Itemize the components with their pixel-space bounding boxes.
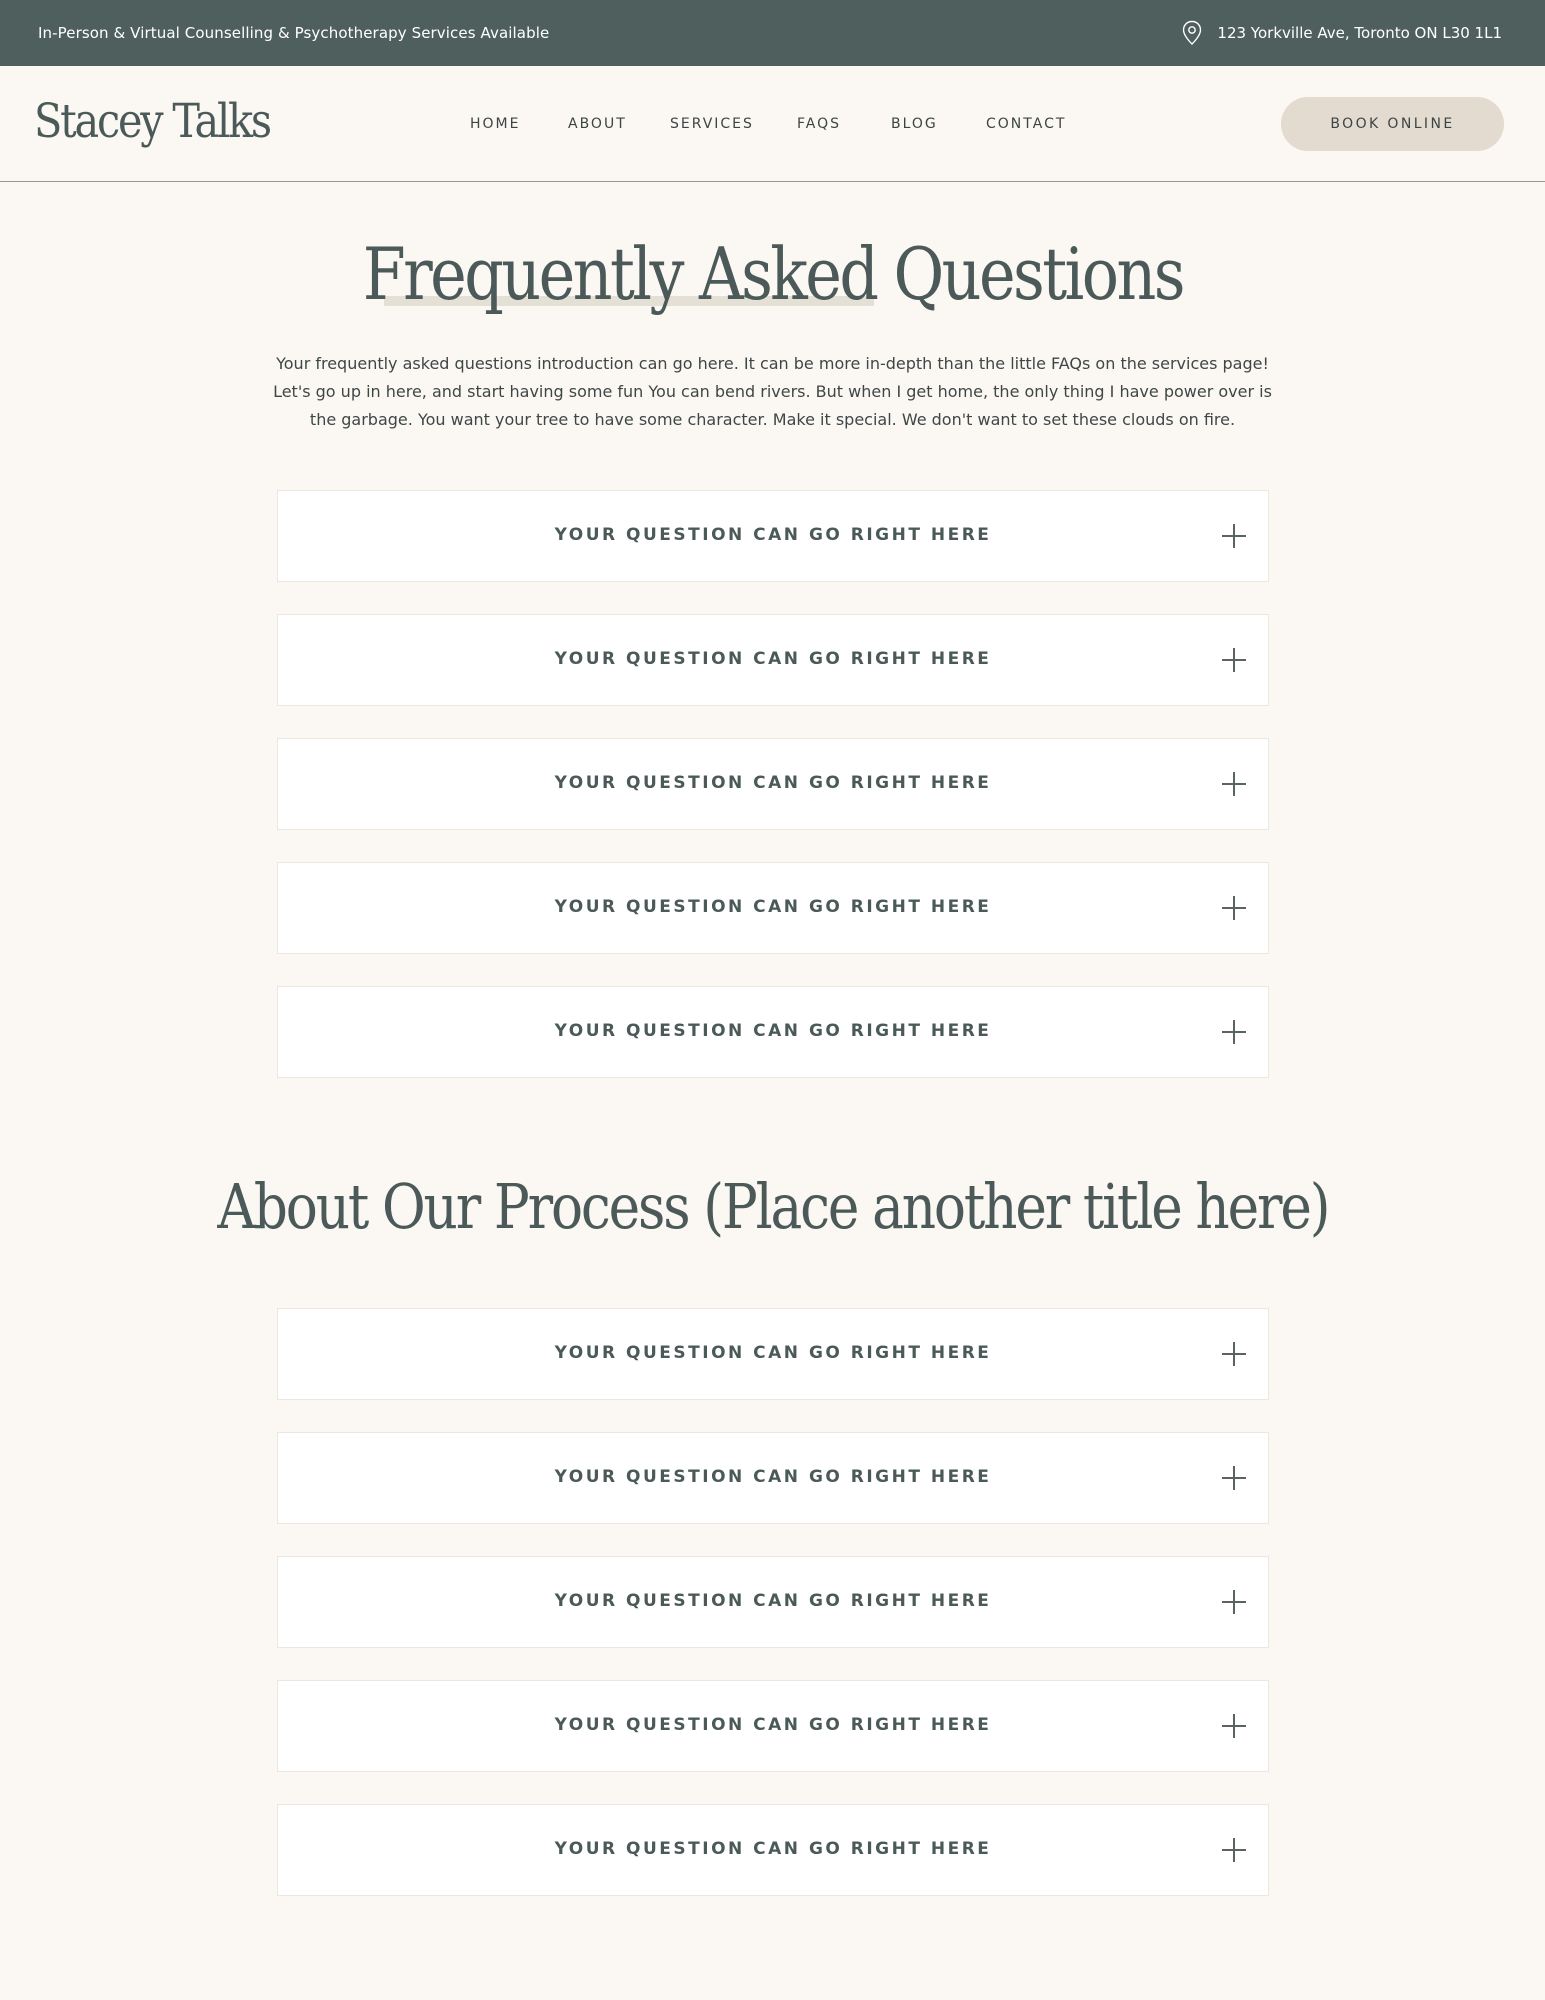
site-logo[interactable]: Stacey Talks [34,94,270,149]
address-block [1181,20,1502,46]
site-header [0,66,1545,182]
faq-question: YOUR QUESTION CAN GO RIGHT HERE [554,649,992,669]
faq-question: YOUR QUESTION CAN GO RIGHT HERE [554,525,992,545]
faq-question: YOUR QUESTION CAN GO RIGHT HERE [554,1343,992,1363]
nav-services[interactable]: SERVICES [670,116,754,132]
faq-page-title [0,232,1545,316]
faq-item[interactable] [277,614,1269,706]
faq-item[interactable] [277,738,1269,830]
plus-icon[interactable] [1222,1342,1246,1366]
plus-icon[interactable] [1222,1590,1246,1614]
faq-item[interactable] [277,490,1269,582]
faq-item[interactable] [277,986,1269,1078]
faq-item[interactable] [277,862,1269,954]
plus-icon[interactable] [1222,896,1246,920]
plus-icon[interactable] [1222,1714,1246,1738]
nav-faqs[interactable]: FAQS [797,116,842,132]
process-title-text: About Our Process (Place another title here) [217,1170,1328,1243]
nav-contact[interactable]: CONTACT [986,116,1067,132]
faq-question: YOUR QUESTION CAN GO RIGHT HERE [554,1839,992,1859]
address-text: 123 Yorkville Ave, Toronto ON L30 1L1 [1217,24,1502,42]
faq-item[interactable] [277,1556,1269,1648]
faq-question: YOUR QUESTION CAN GO RIGHT HERE [554,897,992,917]
faq-question: YOUR QUESTION CAN GO RIGHT HERE [554,1591,992,1611]
plus-icon[interactable] [1222,648,1246,672]
process-section-title [0,1170,1545,1243]
plus-icon[interactable] [1222,524,1246,548]
faq-item[interactable] [277,1432,1269,1524]
book-online-button[interactable]: BOOK ONLINE [1281,97,1504,151]
plus-icon[interactable] [1222,1838,1246,1862]
faq-item[interactable] [277,1308,1269,1400]
faq-question: YOUR QUESTION CAN GO RIGHT HERE [554,1715,992,1735]
faq-question: YOUR QUESTION CAN GO RIGHT HERE [554,1021,992,1041]
faq-question: YOUR QUESTION CAN GO RIGHT HERE [554,773,992,793]
plus-icon[interactable] [1222,772,1246,796]
faq-item[interactable] [277,1680,1269,1772]
announcement-bar [0,0,1545,66]
announcement-text: In-Person & Virtual Counselling & Psychotherapy Services Available [38,24,550,42]
map-pin-icon [1181,20,1203,46]
process-faq-list [277,1308,1269,1928]
plus-icon[interactable] [1222,1466,1246,1490]
nav-blog[interactable]: BLOG [891,116,938,132]
faq-question: YOUR QUESTION CAN GO RIGHT HERE [554,1467,992,1487]
faq-item[interactable] [277,1804,1269,1896]
faq-title-text: Frequently Asked Questions [362,232,1183,316]
nav-about[interactable]: ABOUT [568,116,627,132]
faq-list [277,490,1269,1110]
faq-intro: Your frequently asked questions introduction can go here. It can be more in-depth than the little FAQs on the services page! Let's go up in here, and start having some fun You can bend rivers. But when I get home, the only thing I have power over is the garbage. You want your tree to have some character. Make it special. We don't want to set these clouds on fire. [273,354,1272,429]
plus-icon[interactable] [1222,1020,1246,1044]
nav-home[interactable]: HOME [470,116,521,132]
